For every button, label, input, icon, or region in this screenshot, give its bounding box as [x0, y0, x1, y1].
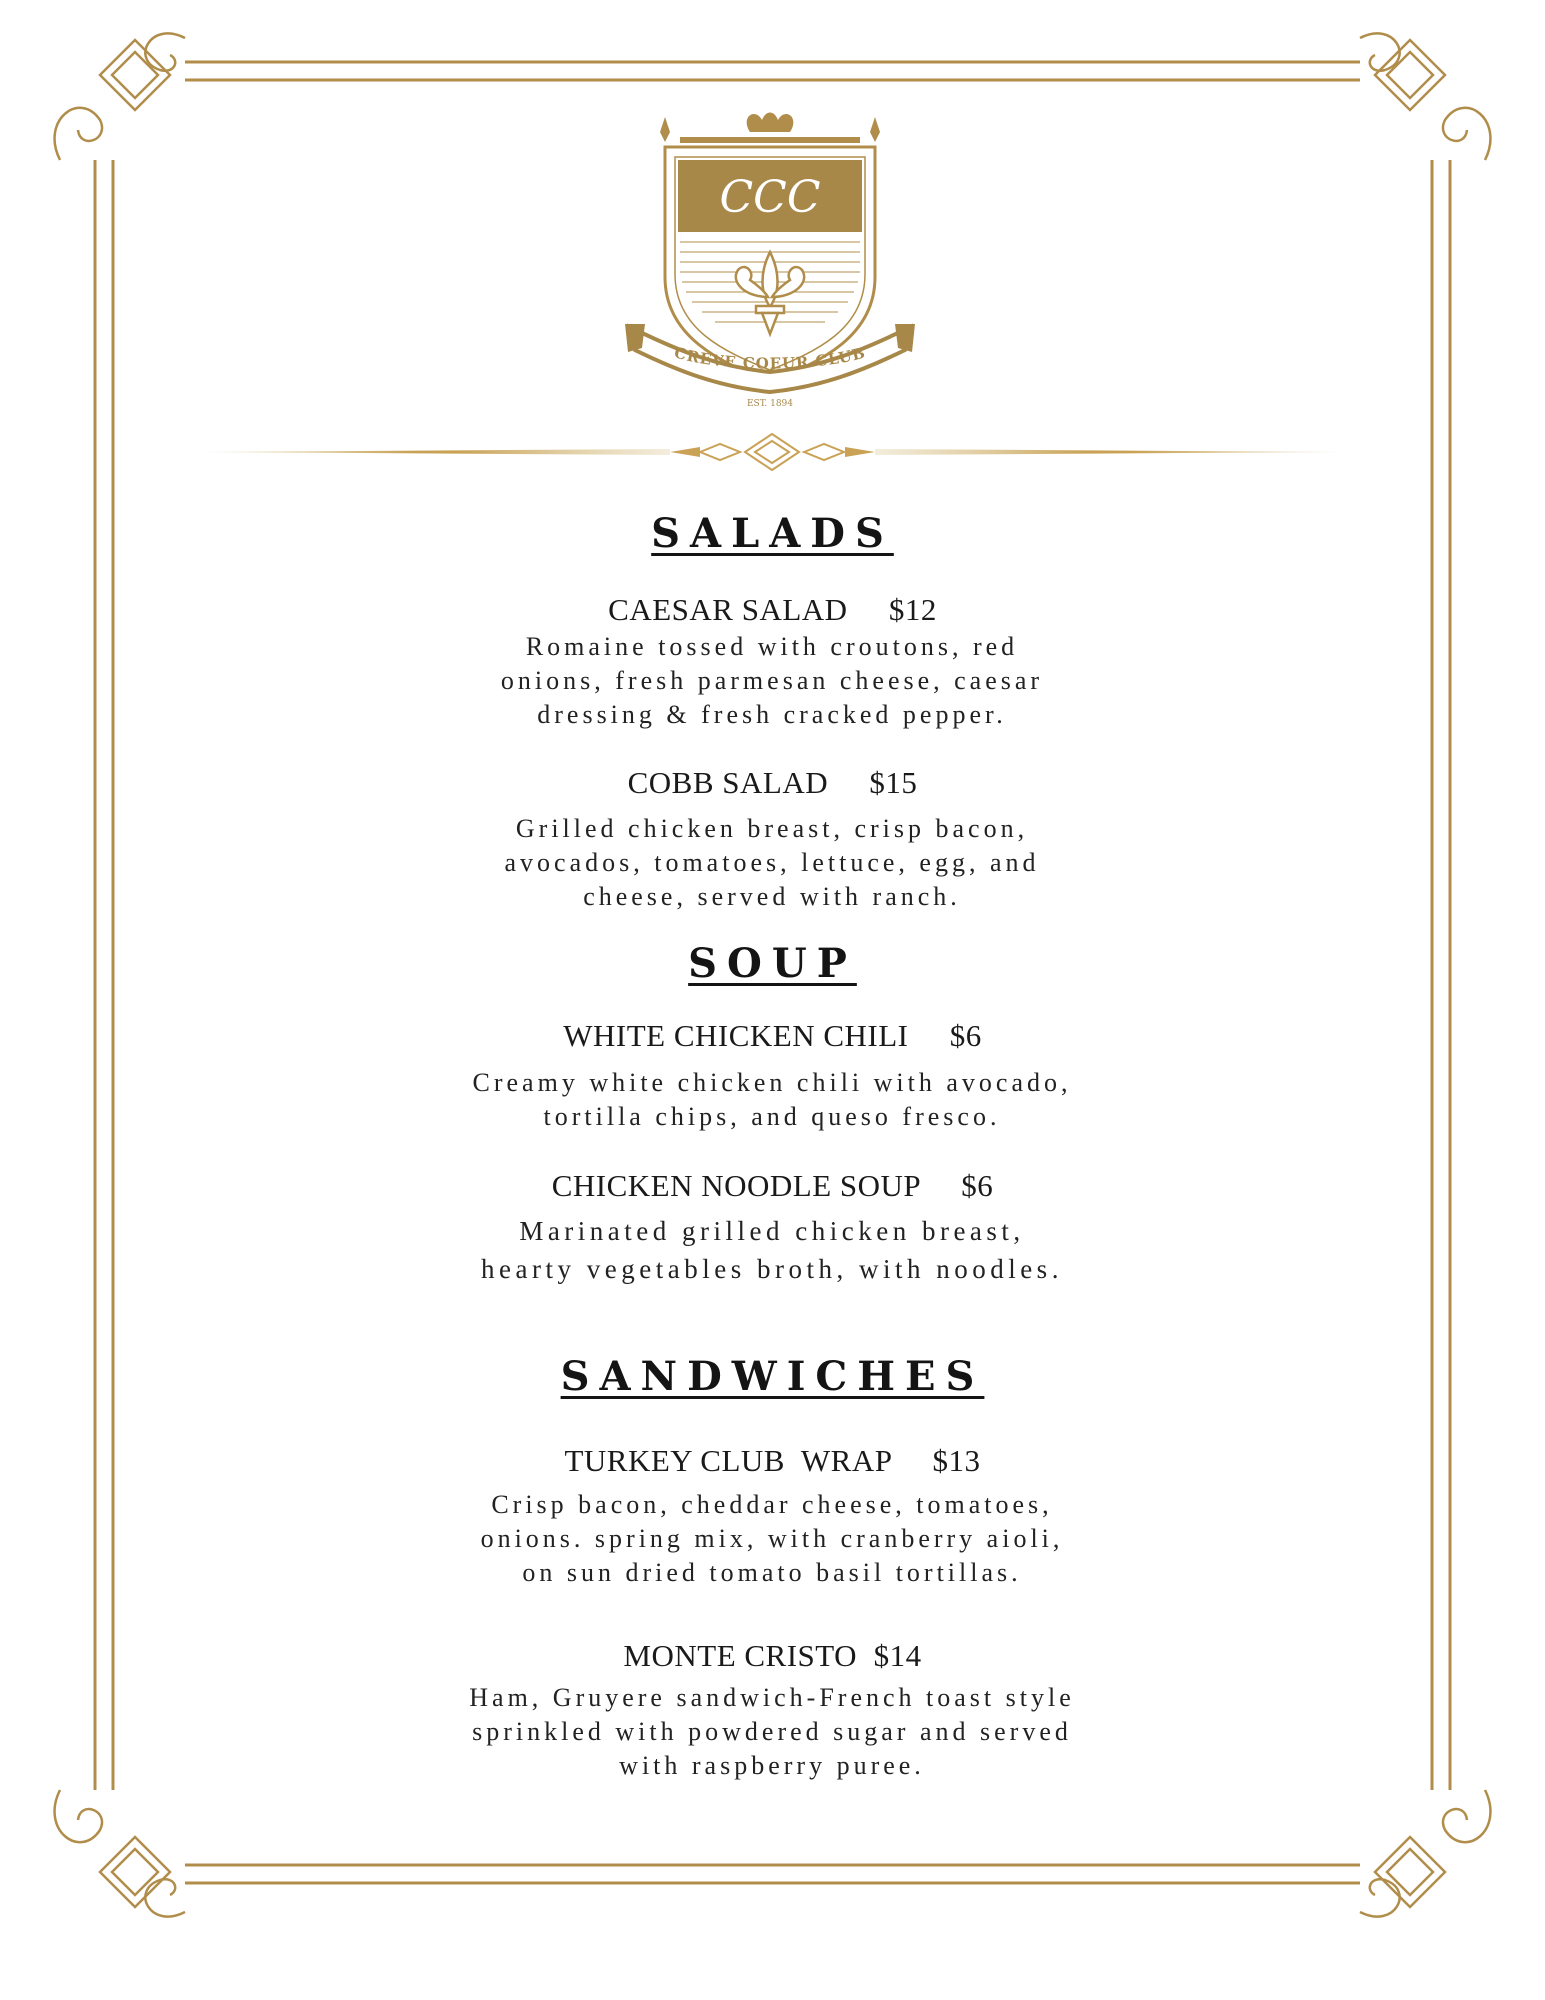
item-name: WHITE CHICKEN CHILI	[563, 1018, 909, 1053]
menu-item-monte-cristo	[0, 1638, 1545, 1674]
menu-item-chicken-noodle-soup	[0, 1168, 1545, 1204]
ornamental-divider	[200, 432, 1345, 472]
corner-ornament-bottom-right	[1360, 1790, 1490, 1917]
item-name: COBB SALAD	[627, 765, 829, 800]
description-line: on sun dried tomato basil tortillas.	[522, 1558, 1022, 1587]
item-price: $12	[888, 592, 937, 627]
item-name: CHICKEN NOODLE SOUP	[551, 1168, 921, 1203]
item-price: $13	[932, 1443, 981, 1478]
item-price: $15	[869, 765, 918, 800]
description-line: sprinkled with powdered sugar and served	[472, 1717, 1072, 1746]
item-description	[372, 1488, 1172, 1590]
description-line: hearty vegetables broth, with noodles.	[481, 1254, 1063, 1284]
menu-item-turkey-club-wrap	[0, 1443, 1545, 1479]
club-name: CREVE COEUR CLUB	[672, 343, 868, 373]
item-price: $6	[949, 1018, 982, 1053]
description-line: dressing & fresh cracked pepper.	[537, 700, 1007, 729]
description-line: cheese, served with ranch.	[583, 882, 961, 911]
item-name: MONTE CRISTO	[623, 1638, 858, 1673]
menu-item-caesar-salad	[0, 592, 1545, 628]
corner-ornament-top-left	[55, 33, 185, 160]
item-name: CAESAR SALAD	[608, 592, 848, 627]
description-line: onions, fresh parmesan cheese, caesar	[500, 666, 1044, 695]
club-crest-logo	[620, 102, 920, 412]
description-line: Marinated grilled chicken breast,	[519, 1216, 1025, 1246]
section-title-sandwiches: SANDWICHES	[560, 1353, 985, 1400]
description-line: Creamy white chicken chili with avocado,	[472, 1068, 1072, 1097]
description-line: onions. spring mix, with cranberry aioli,	[480, 1524, 1064, 1553]
item-description	[372, 630, 1172, 732]
section-title-salads: SALADS	[651, 510, 894, 557]
description-line: Ham, Gruyere sandwich-French toast style	[469, 1683, 1075, 1712]
section-title-soup: SOUP	[688, 940, 857, 987]
corner-ornament-bottom-left	[55, 1790, 185, 1917]
menu-item-cobb-salad	[0, 765, 1545, 801]
item-name: TURKEY CLUB WRAP	[564, 1443, 892, 1478]
item-price: $14	[873, 1638, 922, 1673]
menu-item-white-chicken-chili	[0, 1018, 1545, 1054]
description-line: avocados, tomatoes, lettuce, egg, and	[504, 848, 1040, 877]
crest-monogram: CCC	[719, 172, 821, 223]
item-description	[372, 1681, 1172, 1783]
description-line: Grilled chicken breast, crisp bacon,	[515, 814, 1029, 843]
corner-ornament-top-right	[1360, 33, 1490, 160]
item-description	[372, 1212, 1172, 1288]
item-description	[372, 1066, 1172, 1134]
description-line: Crisp bacon, cheddar cheese, tomatoes,	[491, 1490, 1053, 1519]
description-line: tortilla chips, and queso fresco.	[543, 1102, 1001, 1131]
description-line: Romaine tossed with croutons, red	[525, 632, 1019, 661]
item-price: $6	[961, 1168, 994, 1203]
item-description	[372, 812, 1172, 914]
established-text: EST. 1894	[746, 399, 794, 409]
description-line: with raspberry puree.	[619, 1751, 925, 1780]
